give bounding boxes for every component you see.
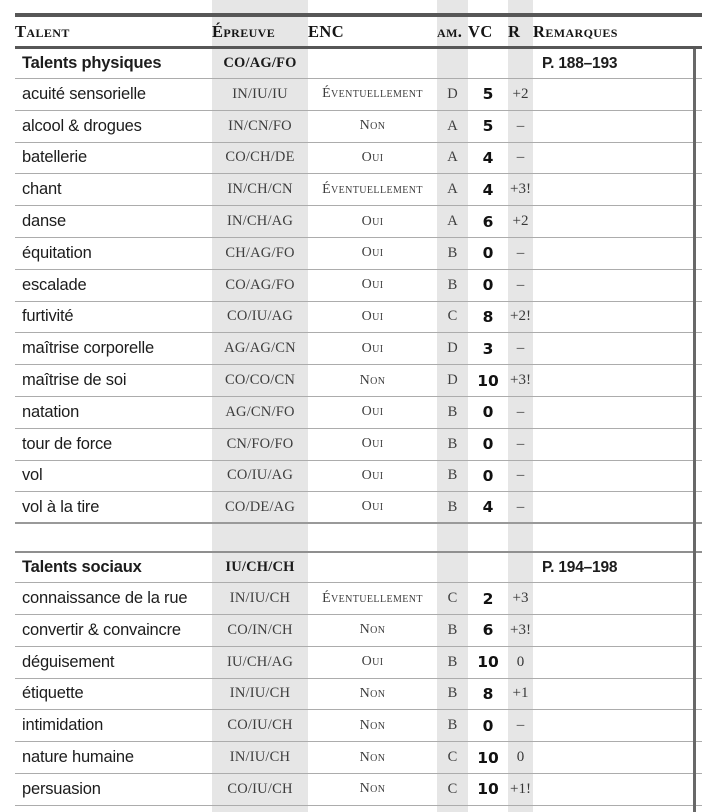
talent-row bbox=[15, 143, 702, 175]
column-header-vc: VC bbox=[468, 21, 493, 41]
column-header-am: am. bbox=[437, 21, 463, 41]
r-value: +3! bbox=[510, 621, 531, 638]
am-value: B bbox=[447, 244, 458, 261]
am-value bbox=[437, 524, 468, 551]
am-value: A bbox=[447, 213, 458, 230]
epreuve-value: IN/CN/FO bbox=[228, 117, 292, 134]
epreuve-value: CO/IU/CH bbox=[227, 717, 293, 734]
remark-value bbox=[533, 679, 693, 710]
vc-value: 0 bbox=[482, 244, 494, 263]
vc-value bbox=[468, 524, 508, 551]
r-value: – bbox=[516, 498, 525, 515]
am-value: C bbox=[447, 749, 458, 766]
am-value: B bbox=[447, 498, 458, 515]
talent-name: maîtrise corporelle bbox=[22, 339, 154, 358]
talent-row bbox=[15, 615, 702, 647]
remark-value bbox=[533, 111, 693, 142]
talent-name: maîtrise de soi bbox=[22, 371, 127, 390]
talent-row bbox=[15, 710, 702, 742]
r-value: – bbox=[516, 276, 525, 293]
epreuve-value: CO/IU/AG bbox=[226, 308, 294, 325]
r-value: +1 bbox=[512, 685, 529, 702]
remark-value bbox=[533, 742, 693, 773]
r-value: – bbox=[516, 403, 525, 420]
talents-table bbox=[15, 13, 702, 806]
epreuve-value: CO/IU/AG bbox=[226, 467, 294, 484]
enc-value: Non bbox=[359, 781, 386, 797]
talent-row bbox=[15, 270, 702, 302]
vc-value: 10 bbox=[477, 780, 499, 799]
vc-value: 10 bbox=[477, 653, 499, 672]
vc-value: 6 bbox=[482, 621, 494, 640]
am-value: D bbox=[447, 340, 458, 357]
vc-value: 0 bbox=[482, 466, 494, 485]
vc-value bbox=[468, 553, 508, 582]
remark-value bbox=[533, 302, 693, 333]
enc-value: Oui bbox=[361, 404, 384, 420]
r-value: +3 bbox=[512, 590, 529, 607]
talent-name: alcool & drogues bbox=[22, 116, 142, 135]
r-value: +2 bbox=[512, 85, 529, 102]
talent-name: persuasion bbox=[22, 779, 101, 798]
enc-value: Éventuellement bbox=[322, 86, 423, 102]
talent-name: intimidation bbox=[22, 716, 104, 735]
vc-value bbox=[468, 49, 508, 78]
epreuve-value: CO/CH/DE bbox=[225, 149, 295, 166]
enc-value: Non bbox=[359, 622, 386, 638]
am-value: A bbox=[447, 117, 458, 134]
am-value: B bbox=[447, 717, 458, 734]
talent-name: nature humaine bbox=[22, 748, 134, 767]
enc-value bbox=[308, 49, 437, 78]
talent-name: acuité sensorielle bbox=[22, 84, 146, 103]
vc-value: 3 bbox=[482, 339, 494, 358]
talent-name bbox=[15, 524, 212, 551]
vc-value: 4 bbox=[482, 498, 494, 517]
enc-value: Non bbox=[359, 749, 386, 765]
r-value: +3! bbox=[510, 372, 531, 389]
am-value: A bbox=[447, 181, 458, 198]
talent-name: déguisement bbox=[22, 652, 115, 671]
epreuve-value: CO/CO/CN bbox=[224, 372, 296, 389]
talent-row bbox=[15, 206, 702, 238]
r-value: – bbox=[516, 435, 525, 452]
remark-value: P. 188–193 bbox=[542, 54, 618, 72]
talent-row bbox=[15, 365, 702, 397]
remark-value bbox=[533, 492, 693, 522]
section-header-row bbox=[15, 553, 702, 583]
r-value: – bbox=[516, 117, 525, 134]
remark-value bbox=[533, 774, 693, 805]
epreuve-value: CO/AG/FO bbox=[223, 55, 297, 71]
talent-name: Talents sociaux bbox=[22, 558, 142, 577]
talent-row bbox=[15, 429, 702, 461]
am-value: B bbox=[447, 653, 458, 670]
talent-row bbox=[15, 583, 702, 615]
talent-row bbox=[15, 679, 702, 711]
enc-value: Non bbox=[359, 118, 386, 134]
epreuve-value: CH/AG/FO bbox=[225, 244, 295, 261]
remark-value bbox=[533, 143, 693, 174]
vc-value: 0 bbox=[482, 403, 494, 422]
talent-row bbox=[15, 774, 702, 806]
remark-value bbox=[533, 615, 693, 646]
talent-row bbox=[15, 302, 702, 334]
r-value: 0 bbox=[516, 653, 525, 670]
talent-row bbox=[15, 742, 702, 774]
enc-value: Oui bbox=[361, 467, 384, 483]
talent-row bbox=[15, 492, 702, 524]
enc-value: Non bbox=[359, 372, 386, 388]
section-header-row bbox=[15, 49, 702, 79]
am-value: D bbox=[447, 85, 458, 102]
vc-value: 10 bbox=[477, 371, 499, 390]
r-value: 0 bbox=[516, 749, 525, 766]
vc-value: 0 bbox=[482, 716, 494, 735]
remark-value bbox=[533, 79, 693, 110]
enc-value: Oui bbox=[361, 245, 384, 261]
am-value bbox=[437, 49, 468, 78]
enc-value: Oui bbox=[361, 149, 384, 165]
enc-value: Non bbox=[359, 685, 386, 701]
am-value: C bbox=[447, 780, 458, 797]
remark-value bbox=[533, 647, 693, 678]
vc-value: 4 bbox=[482, 180, 494, 199]
r-value: – bbox=[516, 340, 525, 357]
talent-name: vol bbox=[22, 466, 43, 485]
r-value: – bbox=[516, 244, 525, 261]
epreuve-value: IN/IU/IU bbox=[232, 85, 288, 102]
remark-value bbox=[533, 710, 693, 741]
am-value: D bbox=[447, 372, 458, 389]
r-value: – bbox=[516, 149, 525, 166]
talent-name: danse bbox=[22, 212, 66, 231]
table-header-row bbox=[15, 13, 702, 49]
remark-value bbox=[533, 583, 693, 614]
vc-value: 4 bbox=[482, 148, 494, 167]
talent-row bbox=[15, 397, 702, 429]
remark-value bbox=[533, 206, 693, 237]
enc-value: Éventuellement bbox=[322, 590, 423, 606]
remark-value bbox=[533, 333, 693, 364]
enc-value bbox=[308, 524, 437, 551]
r-value: +1! bbox=[510, 780, 531, 797]
epreuve-value: IN/CH/CN bbox=[227, 181, 293, 198]
epreuve-value: CN/FO/FO bbox=[226, 435, 294, 452]
vc-value: 2 bbox=[482, 589, 494, 608]
enc-value: Oui bbox=[361, 277, 384, 293]
enc-value: Oui bbox=[361, 213, 384, 229]
am-value: B bbox=[447, 467, 458, 484]
vc-value: 5 bbox=[482, 117, 494, 136]
epreuve-value: IN/IU/CH bbox=[229, 590, 291, 607]
remark-value bbox=[533, 461, 693, 492]
r-value: +2! bbox=[510, 308, 531, 325]
remark-value: P. 194–198 bbox=[542, 558, 618, 576]
am-value: A bbox=[447, 149, 458, 166]
talent-name: étiquette bbox=[22, 684, 84, 703]
am-value: B bbox=[447, 276, 458, 293]
epreuve-value: CO/DE/AG bbox=[224, 498, 296, 515]
talent-row bbox=[15, 461, 702, 493]
column-header-epreuve: Épreuve bbox=[212, 21, 276, 41]
epreuve-value: IN/IU/CH bbox=[229, 749, 291, 766]
vc-value: 0 bbox=[482, 276, 494, 295]
am-value: B bbox=[447, 621, 458, 638]
epreuve-value: AG/CN/FO bbox=[225, 403, 295, 420]
talent-name: batellerie bbox=[22, 148, 87, 167]
epreuve-value bbox=[212, 524, 308, 551]
am-value: C bbox=[447, 590, 458, 607]
vc-value: 10 bbox=[477, 748, 499, 767]
enc-value: Oui bbox=[361, 436, 384, 452]
remark-value bbox=[533, 174, 693, 205]
table-body bbox=[15, 49, 702, 806]
talent-name: furtivité bbox=[22, 307, 74, 326]
am-value bbox=[437, 553, 468, 582]
r-value: – bbox=[516, 467, 525, 484]
vc-value: 5 bbox=[482, 85, 494, 104]
epreuve-value: CO/IN/CH bbox=[227, 621, 293, 638]
talent-name: escalade bbox=[22, 275, 87, 294]
epreuve-value: IU/CH/CH bbox=[225, 559, 295, 576]
talent-name: vol à la tire bbox=[22, 497, 100, 516]
talent-name: convertir & convaincre bbox=[22, 620, 181, 639]
talent-row bbox=[15, 333, 702, 365]
am-value: C bbox=[447, 308, 458, 325]
talent-row bbox=[15, 174, 702, 206]
talent-row bbox=[15, 79, 702, 111]
epreuve-value: IN/IU/CH bbox=[229, 685, 291, 702]
epreuve-value: AG/AG/CN bbox=[224, 340, 296, 357]
remark-value bbox=[533, 270, 693, 301]
r-value: – bbox=[516, 717, 525, 734]
column-header-remarques: Remarques bbox=[533, 21, 618, 41]
r-value: +2 bbox=[512, 213, 529, 230]
column-header-r: R bbox=[508, 21, 521, 41]
talent-name: natation bbox=[22, 402, 80, 421]
talent-name: tour de force bbox=[22, 434, 113, 453]
talent-row bbox=[15, 111, 702, 143]
talent-name: chant bbox=[22, 180, 62, 199]
talent-name: Talents physiques bbox=[22, 54, 162, 72]
r-value bbox=[508, 49, 533, 78]
remark-value bbox=[533, 397, 693, 428]
remark-value bbox=[533, 429, 693, 460]
vc-value: 6 bbox=[482, 212, 494, 231]
right-sliver bbox=[693, 17, 702, 46]
spacer-row bbox=[15, 524, 702, 553]
enc-value bbox=[308, 553, 437, 582]
am-value: B bbox=[447, 685, 458, 702]
remark-value bbox=[533, 238, 693, 269]
r-value bbox=[508, 553, 533, 582]
column-header-enc: ENC bbox=[308, 21, 345, 41]
talent-row bbox=[15, 647, 702, 679]
enc-value: Éventuellement bbox=[322, 181, 423, 197]
remark-value bbox=[533, 365, 693, 396]
epreuve-value: IU/CH/AG bbox=[226, 653, 294, 670]
talent-name: équitation bbox=[22, 243, 92, 262]
am-value: B bbox=[447, 435, 458, 452]
epreuve-value: CO/AG/FO bbox=[225, 276, 295, 293]
vc-value: 0 bbox=[482, 435, 494, 454]
r-value bbox=[508, 524, 533, 551]
column-header-talent: Talent bbox=[15, 21, 70, 41]
vc-value: 8 bbox=[482, 307, 494, 326]
epreuve-value: CO/IU/CH bbox=[227, 780, 293, 797]
right-edge-rule bbox=[693, 49, 696, 812]
r-value: +3! bbox=[510, 181, 531, 198]
am-value: B bbox=[447, 403, 458, 420]
vc-value: 8 bbox=[482, 684, 494, 703]
talent-name: connaissance de la rue bbox=[22, 589, 188, 608]
enc-value: Non bbox=[359, 717, 386, 733]
enc-value: Oui bbox=[361, 499, 384, 515]
talent-row bbox=[15, 238, 702, 270]
enc-value: Oui bbox=[361, 308, 384, 324]
enc-value: Oui bbox=[361, 340, 384, 356]
epreuve-value: IN/CH/AG bbox=[226, 213, 294, 230]
remark-value bbox=[533, 524, 693, 551]
enc-value: Oui bbox=[361, 654, 384, 670]
